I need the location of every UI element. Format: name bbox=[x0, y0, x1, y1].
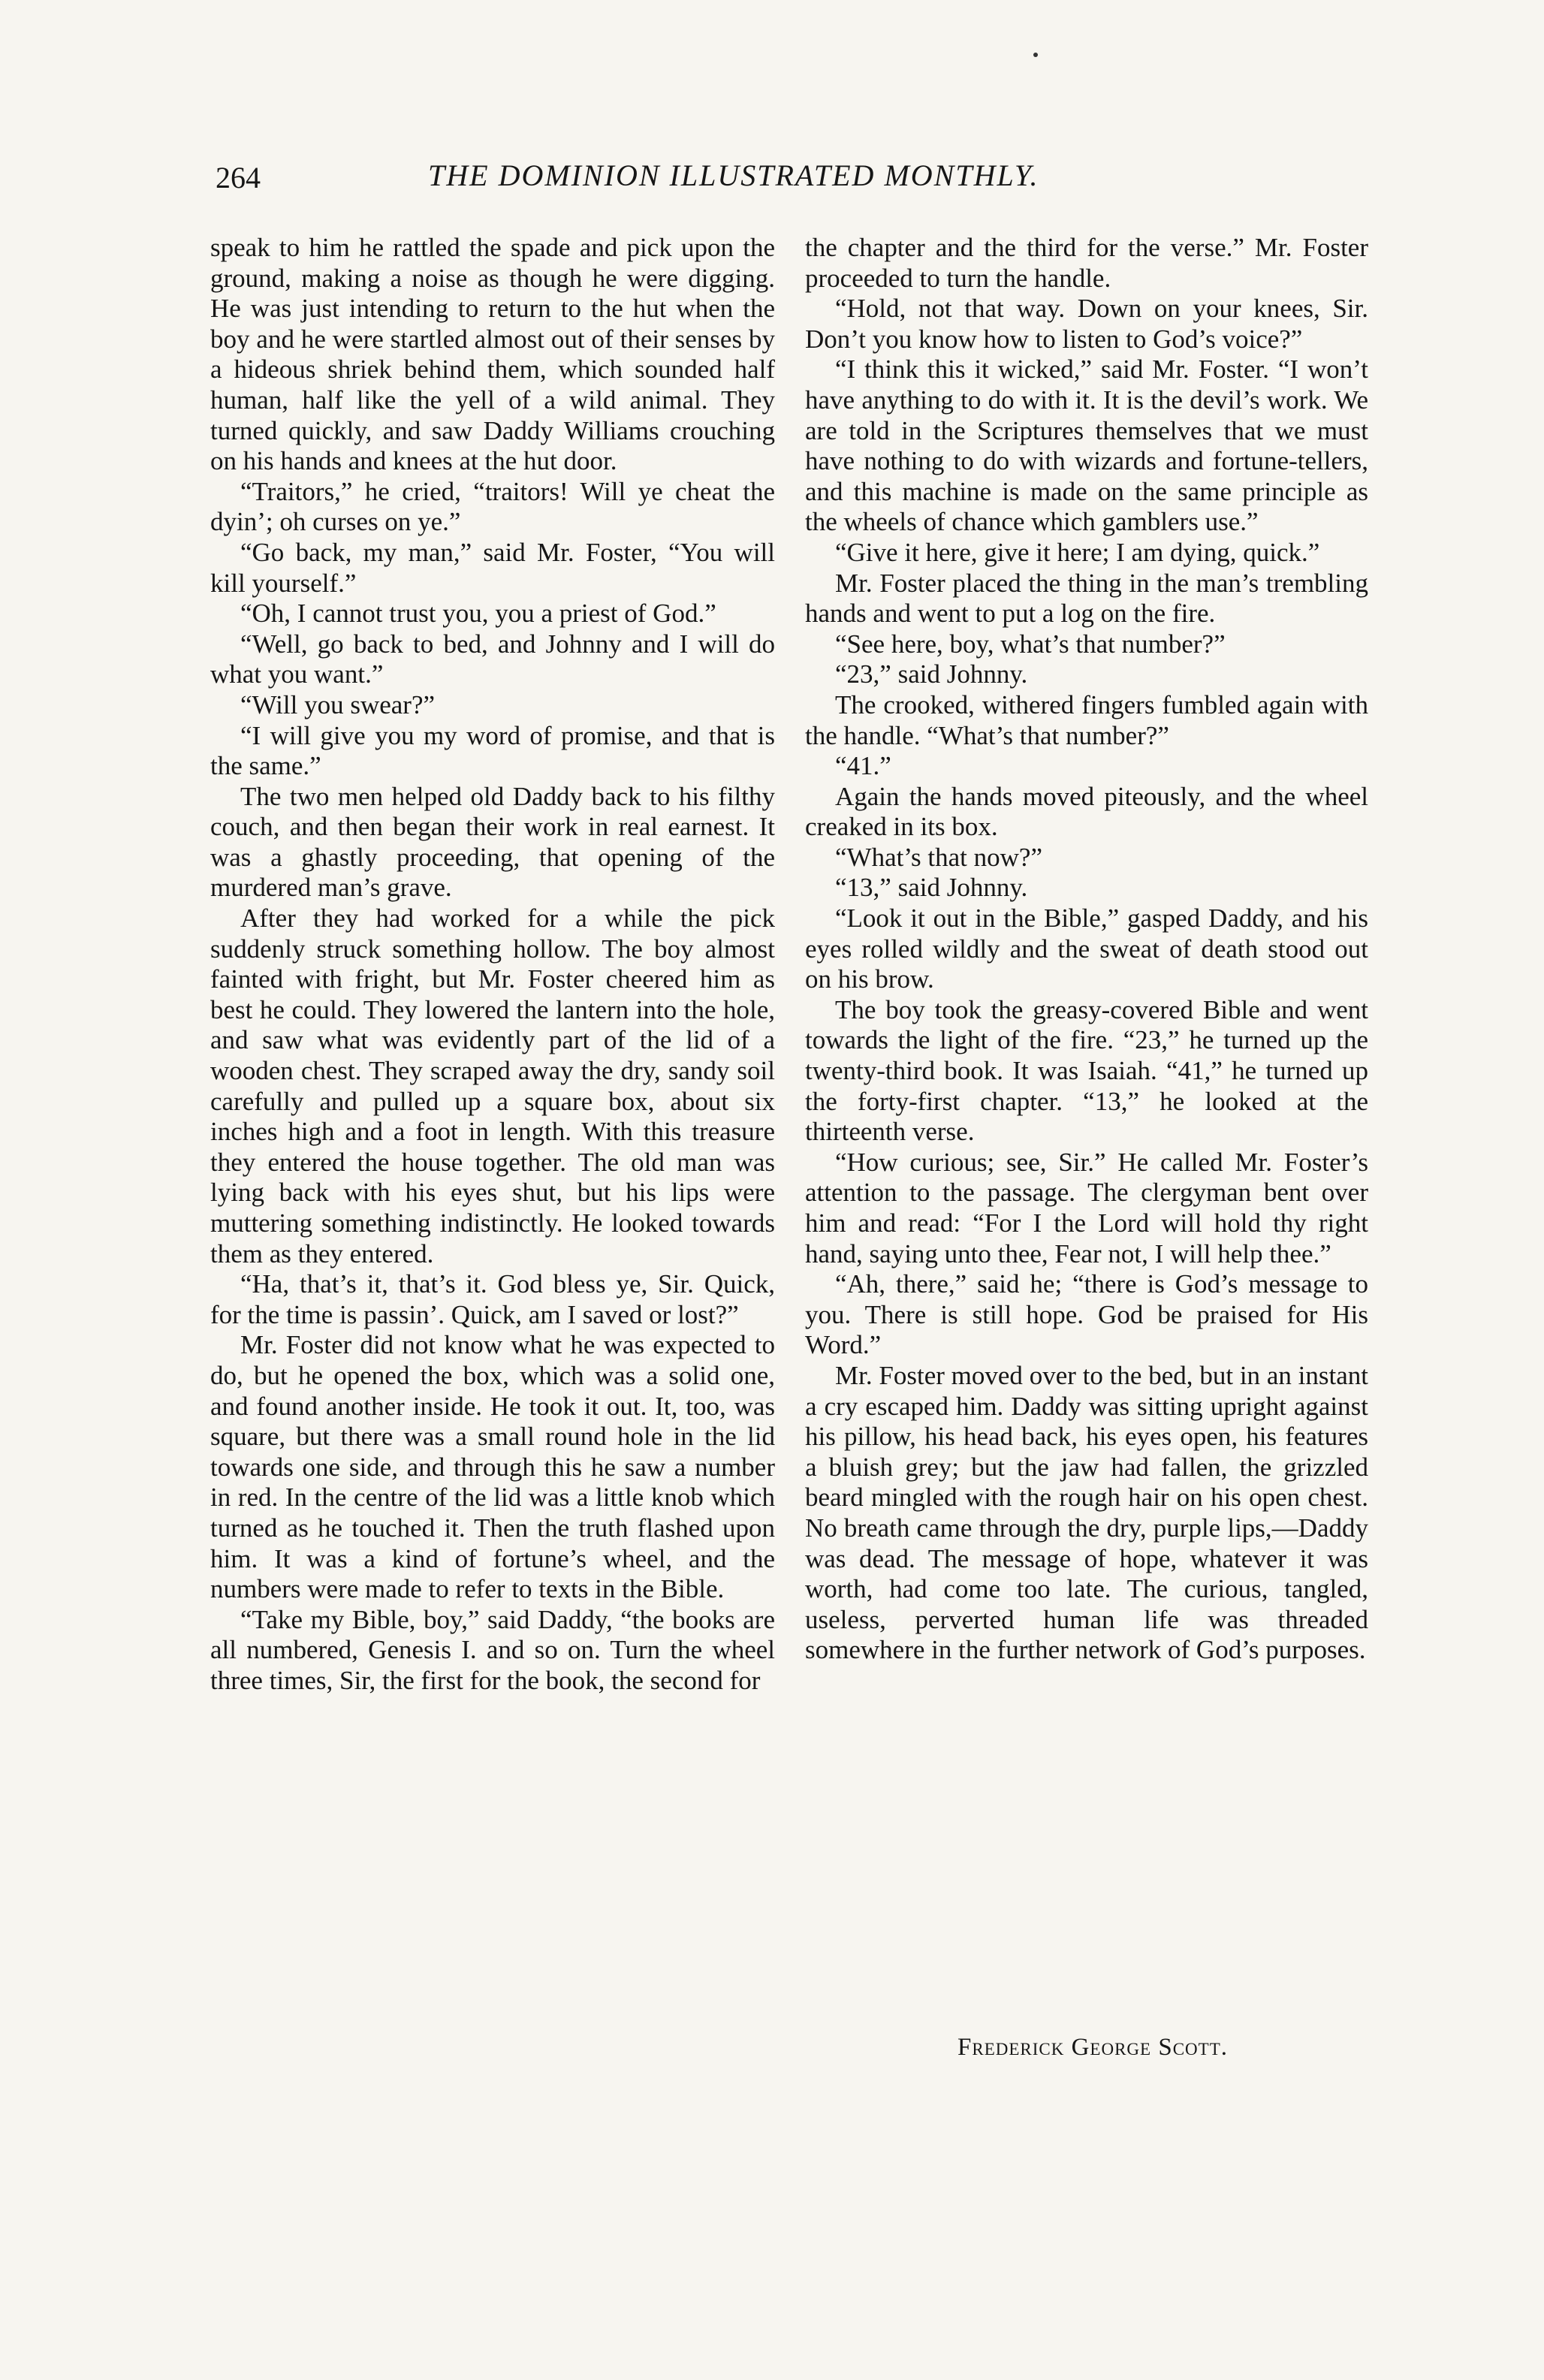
paragraph: “Look it out in the Bible,” gasped Daddy, and his eyes rolled wildly and the sweat of death stood out on his brow. bbox=[805, 903, 1368, 994]
running-title: THE DOMINION ILLUSTRATED MONTHLY. bbox=[428, 158, 1039, 192]
paragraph: “See here, boy, what’s that number?” bbox=[835, 629, 1226, 659]
paragraph: “I will give you my word of promise, and that is the same.” bbox=[210, 720, 775, 781]
left-column bbox=[210, 233, 775, 1697]
paragraph: The two men helped old Daddy back to his filthy couch, and then began their work in real earnest. It was a ghastly proceeding, that opening of the murdered man’s grave. bbox=[210, 781, 775, 903]
paragraph: “Traitors,” he cried, “traitors! Will ye cheat the dyin’; oh curses on ye.” bbox=[210, 476, 775, 537]
paragraph: “Go back, my man,” said Mr. Foster, “You will kill yourself.” bbox=[210, 537, 775, 598]
paragraph: “Take my Bible, boy,” said Daddy, “the books are all numbered, Genesis I. and so on. Turn the wheel three times, Sir, the first for the book, the second for bbox=[210, 1604, 775, 1695]
paragraph: “Ah, there,” said he; “there is God’s message to you. There is still hope. God be praised for His Word.” bbox=[805, 1269, 1368, 1360]
paragraph: The boy took the greasy-covered Bible and went towards the light of the fire. “23,” he turned up the twenty-third book. It was Isaiah. “41,” he turned up the forty-first chapter. “13,” he looked at the thirteenth verse. bbox=[805, 994, 1368, 1147]
author-signature: Frederick George Scott. bbox=[957, 2034, 1228, 2061]
paragraph: “I think this it wicked,” said Mr. Foster. “I won’t have anything to do with it. It is the devil’s work. We are told in the Scriptures themselves that we must have nothing to do with wizards and fortune-tellers, and this machine is made on the same principle as the wheels of chance which gamblers use.” bbox=[805, 354, 1368, 537]
ink-speck bbox=[1033, 53, 1038, 57]
paragraph: speak to him he rattled the spade and pick upon the ground, making a noise as though he were digging. He was just intending to return to the hut when the boy and he were startled almost out of their senses by a hideous shriek behind them, which sounded half human, half like the yell of a wild animal. They turned quickly, and saw Daddy Williams crouching on his hands and knees at the hut door. bbox=[210, 233, 775, 476]
paragraph: “23,” said Johnny. bbox=[835, 659, 1028, 689]
right-column bbox=[805, 233, 1368, 1666]
paragraph: Again the hands moved piteously, and the wheel creaked in its box. bbox=[805, 781, 1368, 842]
paragraph: “Well, go back to bed, and Johnny and I will do what you want.” bbox=[210, 629, 775, 689]
paragraph: “Ha, that’s it, that’s it. God bless ye, Sir. Quick, for the time is passin’. Quick, am I saved or lost?” bbox=[210, 1269, 775, 1329]
paragraph: “Oh, I cannot trust you, you a priest of God.” bbox=[240, 599, 716, 629]
paragraph: “Give it here, give it here; I am dying, quick.” bbox=[835, 537, 1320, 567]
paragraph: “41.” bbox=[835, 751, 891, 781]
paragraph: The crooked, withered fingers fumbled again with the handle. “What’s that number?” bbox=[805, 689, 1368, 750]
paragraph: “Hold, not that way. Down on your knees, Sir. Don’t you know how to listen to God’s voice?” bbox=[805, 294, 1368, 354]
paragraph: After they had worked for a while the pick suddenly struck something hollow. The boy almost fainted with fright, but Mr. Foster cheered him as best he could. They lowered the lantern into the hole, and saw what was evidently part of the lid of a wooden chest. They scraped away the dry, sandy soil carefully and pulled up a square box, about six inches high and a foot in length. With this treasure they entered the house together. The old man was lying back with his eyes shut, but his lips were muttering something indistinctly. He looked towards them as they entered. bbox=[210, 903, 775, 1268]
paragraph: “What’s that now?” bbox=[835, 842, 1043, 872]
paragraph: the chapter and the third for the verse.” Mr. Foster proceeded to turn the handle. bbox=[805, 233, 1368, 293]
paragraph: Mr. Foster moved over to the bed, but in an instant a cry escaped him. Daddy was sitting upright against his pillow, his head back, his eyes open, his features a bluish grey; but the jaw had fallen, the grizzled beard mingled with the rough hair on his open chest. No breath came through the dry, purple lips,—Daddy was dead. The message of hope, whatever it was worth, had come too late. The curious, tangled, useless, perverted human life was threaded somewhere in the further network of God’s purposes. bbox=[805, 1360, 1368, 1665]
paragraph: “13,” said Johnny. bbox=[835, 873, 1028, 903]
page-number: 264 bbox=[216, 161, 261, 195]
paragraph: “How curious; see, Sir.” He called Mr. Foster’s attention to the passage. The clergyman bent over him and read: “For I the Lord will hold thy right hand, saying unto thee, Fear not, I will help thee.” bbox=[805, 1147, 1368, 1268]
paragraph: “Will you swear?” bbox=[240, 689, 436, 719]
paragraph: Mr. Foster did not know what he was expected to do, but he opened the box, which was a solid one, and found another inside. He took it out. It, too, was square, but there was a small round hole in the lid towards one side, and through this he saw a number in red. In the centre of the lid was a little knob which turned as he touched it. Then the truth flashed upon him. It was a kind of fortune’s wheel, and the numbers were made to refer to texts in the Bible. bbox=[210, 1330, 775, 1604]
paragraph: Mr. Foster placed the thing in the man’s trembling hands and went to put a log on the fire. bbox=[805, 568, 1368, 629]
